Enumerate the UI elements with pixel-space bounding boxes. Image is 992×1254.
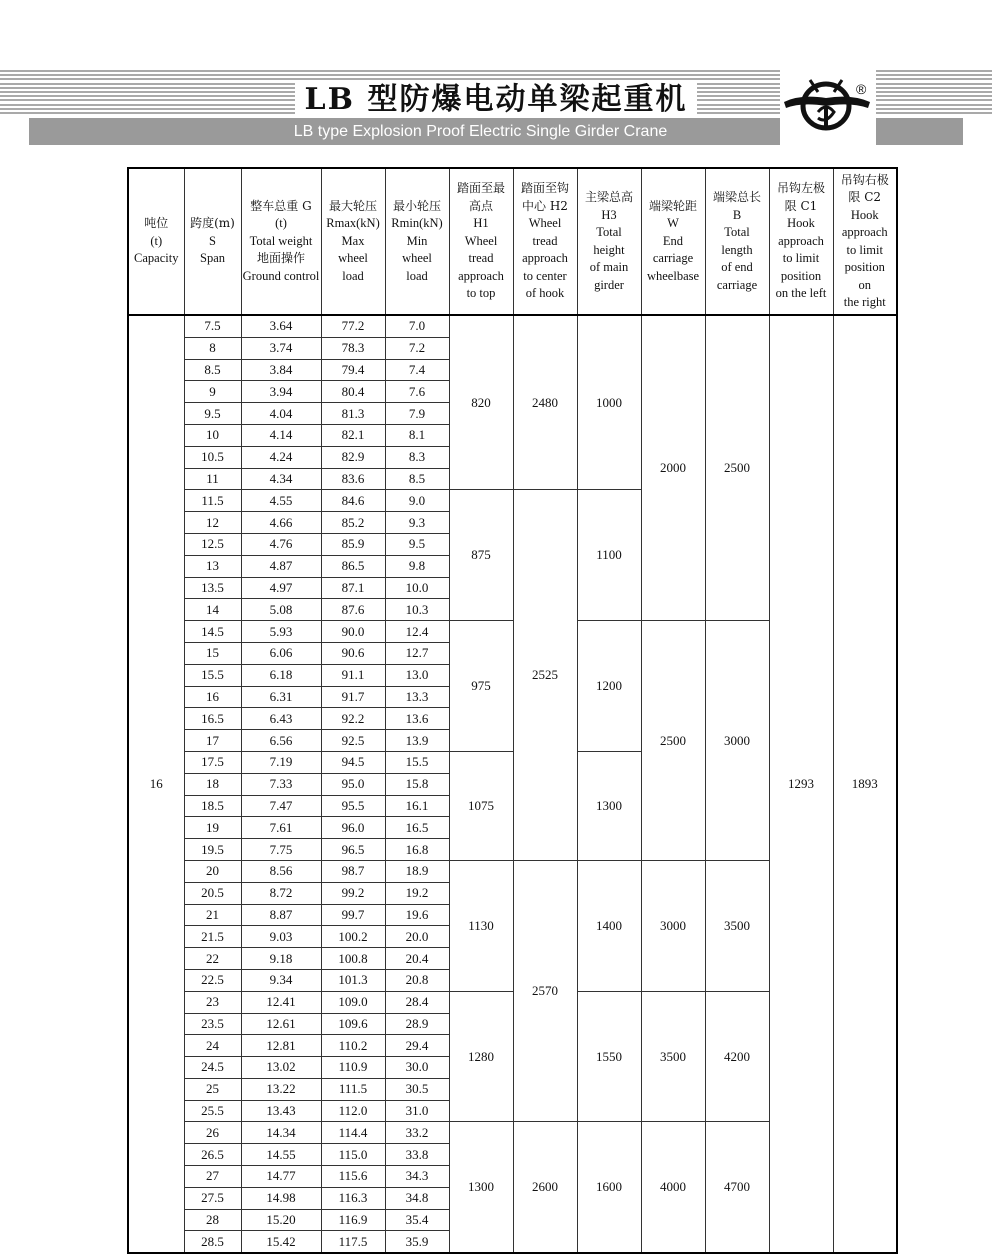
rmin-cell: 7.2 xyxy=(385,337,449,359)
column-header-line: wheel xyxy=(338,251,368,266)
span-cell: 17.5 xyxy=(184,751,241,773)
rmin-cell: 20.4 xyxy=(385,948,449,970)
w-cell: 3000 xyxy=(641,860,705,991)
rmin-cell: 19.6 xyxy=(385,904,449,926)
column-header xyxy=(128,168,184,315)
weight-cell: 4.34 xyxy=(241,468,321,490)
rmax-cell: 100.2 xyxy=(321,926,385,948)
weight-cell: 7.61 xyxy=(241,817,321,839)
weight-cell: 8.87 xyxy=(241,904,321,926)
weight-cell: 3.64 xyxy=(241,315,321,337)
rmin-cell: 9.8 xyxy=(385,555,449,577)
rmax-cell: 95.0 xyxy=(321,773,385,795)
span-cell: 8 xyxy=(184,337,241,359)
title-cn-text: LB 型防爆电动单梁起重机 xyxy=(295,82,698,117)
span-cell: 27 xyxy=(184,1166,241,1188)
span-cell: 10.5 xyxy=(184,446,241,468)
span-cell: 25.5 xyxy=(184,1100,241,1122)
column-header-line: 踏面至最 xyxy=(456,181,505,196)
h2-cell: 2480 xyxy=(513,315,577,490)
weight-cell: 8.56 xyxy=(241,860,321,882)
rmin-cell: 8.5 xyxy=(385,468,449,490)
h2-cell: 2525 xyxy=(513,490,577,861)
column-header-line: 吊钩右极 xyxy=(840,172,889,187)
column-header xyxy=(513,168,577,315)
rmax-cell: 86.5 xyxy=(321,555,385,577)
column-header-line: approach xyxy=(522,251,568,266)
column-header-line: Total xyxy=(724,225,750,239)
weight-cell: 13.22 xyxy=(241,1078,321,1100)
c1-cell: 1293 xyxy=(769,315,833,1253)
rmin-cell: 30.0 xyxy=(385,1057,449,1079)
column-header-line: position xyxy=(780,268,822,283)
column-header-line: (t) xyxy=(150,233,163,248)
rmax-cell: 96.0 xyxy=(321,817,385,839)
w-cell: 2000 xyxy=(641,315,705,621)
weight-cell: 13.02 xyxy=(241,1057,321,1079)
column-header-line: on xyxy=(858,277,871,292)
rmax-cell: 92.2 xyxy=(321,708,385,730)
rmax-cell: 109.6 xyxy=(321,1013,385,1035)
weight-cell: 8.72 xyxy=(241,882,321,904)
registered-mark: ® xyxy=(856,81,867,97)
rmin-cell: 7.6 xyxy=(385,381,449,403)
span-cell: 15.5 xyxy=(184,664,241,686)
rmax-cell: 117.5 xyxy=(321,1231,385,1253)
span-cell: 16.5 xyxy=(184,708,241,730)
h3-cell: 1000 xyxy=(577,315,641,490)
column-header-line: tread xyxy=(468,251,494,266)
column-header-line: tread xyxy=(532,233,558,248)
column-header-line: on the left xyxy=(775,286,827,301)
h1-cell: 1075 xyxy=(449,751,513,860)
column-header-line: of end xyxy=(721,260,753,274)
column-header-line: height xyxy=(593,242,625,257)
column-header-line: approach xyxy=(458,268,504,283)
column-header-line: Hook xyxy=(787,216,815,231)
rmax-cell: 85.9 xyxy=(321,533,385,555)
rmax-cell: 94.5 xyxy=(321,751,385,773)
rmin-cell: 9.3 xyxy=(385,512,449,534)
w-cell: 4000 xyxy=(641,1122,705,1253)
rmax-cell: 82.9 xyxy=(321,446,385,468)
b-cell: 3000 xyxy=(705,621,769,861)
column-header-line: Wheel xyxy=(464,233,498,248)
rmin-cell: 16.8 xyxy=(385,839,449,861)
h3-cell: 1400 xyxy=(577,860,641,991)
rmin-cell: 30.5 xyxy=(385,1078,449,1100)
weight-cell: 3.94 xyxy=(241,381,321,403)
rmax-cell: 81.3 xyxy=(321,403,385,425)
column-header-line: 高点 xyxy=(468,198,493,213)
logo-emblem-icon xyxy=(780,72,876,142)
rmin-cell: 13.3 xyxy=(385,686,449,708)
rmin-cell: 31.0 xyxy=(385,1100,449,1122)
rmax-cell: 99.7 xyxy=(321,904,385,926)
company-logo xyxy=(780,72,876,142)
weight-cell: 4.55 xyxy=(241,490,321,512)
weight-cell: 4.87 xyxy=(241,555,321,577)
rmax-cell: 110.9 xyxy=(321,1057,385,1079)
column-header xyxy=(184,168,241,315)
rmin-cell: 28.4 xyxy=(385,991,449,1013)
column-header-line: Min xyxy=(406,233,428,248)
rmin-cell: 35.4 xyxy=(385,1209,449,1231)
span-cell: 16 xyxy=(184,686,241,708)
h3-cell: 1200 xyxy=(577,621,641,752)
rmin-cell: 7.0 xyxy=(385,315,449,337)
h1-cell: 820 xyxy=(449,315,513,490)
column-header-line: 整车总重 G xyxy=(250,198,312,213)
span-cell: 19.5 xyxy=(184,839,241,861)
column-header-line: to limit xyxy=(846,242,883,257)
span-cell: 21 xyxy=(184,904,241,926)
column-header-line: 吨位 xyxy=(144,216,169,231)
span-cell: 18 xyxy=(184,773,241,795)
span-cell: 20.5 xyxy=(184,882,241,904)
rmin-cell: 13.0 xyxy=(385,664,449,686)
column-header-line: 吊钩左极 xyxy=(776,181,825,196)
rmax-cell: 111.5 xyxy=(321,1078,385,1100)
span-cell: 12 xyxy=(184,512,241,534)
page-title-en: LB type Explosion Proof Electric Single Girder Crane xyxy=(293,123,668,140)
rmax-cell: 92.5 xyxy=(321,730,385,752)
column-header-line: S xyxy=(209,233,216,248)
rmin-cell: 15.8 xyxy=(385,773,449,795)
span-cell: 27.5 xyxy=(184,1187,241,1209)
column-header-line: carriage xyxy=(716,277,758,292)
column-header-line: to limit xyxy=(782,251,820,266)
weight-cell: 4.04 xyxy=(241,403,321,425)
column-header-line: position xyxy=(844,260,885,274)
rmax-cell: 112.0 xyxy=(321,1100,385,1122)
spec-table xyxy=(127,167,898,1254)
span-cell: 7.5 xyxy=(184,315,241,337)
span-cell: 11.5 xyxy=(184,490,241,512)
weight-cell: 7.33 xyxy=(241,773,321,795)
b-cell: 2500 xyxy=(705,315,769,621)
rmax-cell: 99.2 xyxy=(321,882,385,904)
rmax-cell: 98.7 xyxy=(321,860,385,882)
rmin-cell: 15.5 xyxy=(385,751,449,773)
rmax-cell: 90.6 xyxy=(321,642,385,664)
span-cell: 19 xyxy=(184,817,241,839)
rmin-cell: 12.4 xyxy=(385,621,449,643)
column-header-line: of main xyxy=(589,260,629,274)
column-header xyxy=(705,168,769,315)
weight-cell: 4.76 xyxy=(241,533,321,555)
rmax-cell: 116.3 xyxy=(321,1187,385,1209)
weight-cell: 12.41 xyxy=(241,991,321,1013)
table-body xyxy=(128,315,897,1253)
h1-cell: 1130 xyxy=(449,860,513,991)
rmin-cell: 7.4 xyxy=(385,359,449,381)
weight-cell: 3.84 xyxy=(241,359,321,381)
column-header-line: Hook xyxy=(850,207,879,222)
span-cell: 9 xyxy=(184,381,241,403)
rmin-cell: 13.9 xyxy=(385,730,449,752)
weight-cell: 6.43 xyxy=(241,708,321,730)
weight-cell: 12.81 xyxy=(241,1035,321,1057)
rmax-cell: 79.4 xyxy=(321,359,385,381)
rmin-cell: 9.5 xyxy=(385,533,449,555)
weight-cell: 14.77 xyxy=(241,1166,321,1188)
rmax-cell: 109.0 xyxy=(321,991,385,1013)
column-header-line: wheelbase xyxy=(646,268,700,283)
rmax-cell: 95.5 xyxy=(321,795,385,817)
span-cell: 18.5 xyxy=(184,795,241,817)
column-header-line: 跨度(m) xyxy=(190,216,235,231)
h1-cell: 1300 xyxy=(449,1122,513,1253)
column-header-line: girder xyxy=(594,277,624,292)
span-cell: 12.5 xyxy=(184,533,241,555)
column-header xyxy=(769,168,833,315)
span-cell: 15 xyxy=(184,642,241,664)
weight-cell: 7.19 xyxy=(241,751,321,773)
column-header-line: the right xyxy=(843,295,886,309)
h3-cell: 1300 xyxy=(577,751,641,860)
column-header-line: H3 xyxy=(601,207,617,222)
column-header xyxy=(577,168,641,315)
rmax-cell: 84.6 xyxy=(321,490,385,512)
rmax-cell: 85.2 xyxy=(321,512,385,534)
b-cell: 4700 xyxy=(705,1122,769,1253)
span-cell: 22.5 xyxy=(184,969,241,991)
rmax-cell: 80.4 xyxy=(321,381,385,403)
column-header-line: 踏面至钩 xyxy=(520,181,569,196)
column-header-line: 端梁总长 xyxy=(712,190,761,204)
weight-cell: 4.97 xyxy=(241,577,321,599)
span-cell: 8.5 xyxy=(184,359,241,381)
rmin-cell: 8.1 xyxy=(385,424,449,446)
stripe-line xyxy=(876,70,992,72)
h3-cell: 1100 xyxy=(577,490,641,621)
rmax-cell: 91.1 xyxy=(321,664,385,686)
column-header-line: Rmax(kN) xyxy=(326,216,380,231)
column-header-line: H1 xyxy=(473,216,489,231)
column-header-line: W xyxy=(667,216,679,231)
span-cell: 23.5 xyxy=(184,1013,241,1035)
span-cell: 24.5 xyxy=(184,1057,241,1079)
column-header-line: 端梁轮距 xyxy=(648,198,697,213)
column-header-line: length xyxy=(721,242,753,257)
weight-cell: 9.18 xyxy=(241,948,321,970)
rmin-cell: 28.9 xyxy=(385,1013,449,1035)
rmin-cell: 16.1 xyxy=(385,795,449,817)
column-header-line: load xyxy=(342,268,364,283)
column-header-line: to top xyxy=(466,286,496,301)
rmin-cell: 8.3 xyxy=(385,446,449,468)
column-header-line: Total weight xyxy=(249,233,313,248)
rmin-cell: 33.8 xyxy=(385,1144,449,1166)
weight-cell: 5.93 xyxy=(241,621,321,643)
capacity-cell: 16 xyxy=(128,315,184,1253)
weight-cell: 4.14 xyxy=(241,424,321,446)
rmax-cell: 116.9 xyxy=(321,1209,385,1231)
w-cell: 3500 xyxy=(641,991,705,1122)
span-cell: 28 xyxy=(184,1209,241,1231)
h3-cell: 1600 xyxy=(577,1122,641,1253)
weight-cell: 7.47 xyxy=(241,795,321,817)
column-header-line: Max xyxy=(341,233,365,248)
column-header-line: Total xyxy=(596,225,622,239)
weight-cell: 12.61 xyxy=(241,1013,321,1035)
rmin-cell: 33.2 xyxy=(385,1122,449,1144)
rmin-cell: 9.0 xyxy=(385,490,449,512)
column-header xyxy=(385,168,449,315)
h2-cell: 2570 xyxy=(513,860,577,1122)
weight-cell: 5.08 xyxy=(241,599,321,621)
span-cell: 22 xyxy=(184,948,241,970)
column-header-line: Ground control xyxy=(242,268,320,283)
column-header-line: of hook xyxy=(525,286,565,301)
column-header-line: (t) xyxy=(275,216,287,231)
span-cell: 26.5 xyxy=(184,1144,241,1166)
table-header xyxy=(128,168,897,315)
span-cell: 24 xyxy=(184,1035,241,1057)
span-cell: 14.5 xyxy=(184,621,241,643)
h1-cell: 975 xyxy=(449,621,513,752)
w-cell: 2500 xyxy=(641,621,705,861)
rmax-cell: 114.4 xyxy=(321,1122,385,1144)
rmax-cell: 82.1 xyxy=(321,424,385,446)
column-header-line: approach xyxy=(778,233,824,248)
rmax-cell: 96.5 xyxy=(321,839,385,861)
rmin-cell: 29.4 xyxy=(385,1035,449,1057)
column-header-line: 地面操作 xyxy=(256,251,305,266)
rmin-cell: 20.8 xyxy=(385,969,449,991)
column-header-line: to center xyxy=(523,268,567,283)
column-header-line: B xyxy=(732,207,742,222)
column-header xyxy=(833,168,897,315)
weight-cell: 6.31 xyxy=(241,686,321,708)
rmax-cell: 110.2 xyxy=(321,1035,385,1057)
weight-cell: 14.55 xyxy=(241,1144,321,1166)
weight-cell: 6.18 xyxy=(241,664,321,686)
span-cell: 11 xyxy=(184,468,241,490)
weight-cell: 9.34 xyxy=(241,969,321,991)
h1-cell: 1280 xyxy=(449,991,513,1122)
column-header xyxy=(321,168,385,315)
span-cell: 13.5 xyxy=(184,577,241,599)
rmax-cell: 100.8 xyxy=(321,948,385,970)
span-cell: 21.5 xyxy=(184,926,241,948)
weight-cell: 6.56 xyxy=(241,730,321,752)
weight-cell: 3.74 xyxy=(241,337,321,359)
rmin-cell: 18.9 xyxy=(385,860,449,882)
rmax-cell: 90.0 xyxy=(321,621,385,643)
weight-cell: 14.98 xyxy=(241,1187,321,1209)
rmin-cell: 10.0 xyxy=(385,577,449,599)
column-header-line: load xyxy=(406,268,428,283)
column-header xyxy=(449,168,513,315)
rmin-cell: 20.0 xyxy=(385,926,449,948)
rmax-cell: 115.0 xyxy=(321,1144,385,1166)
column-header-line: 限 C1 xyxy=(784,198,818,213)
h1-cell: 875 xyxy=(449,490,513,621)
rmin-cell: 7.9 xyxy=(385,403,449,425)
weight-cell: 7.75 xyxy=(241,839,321,861)
b-cell: 3500 xyxy=(705,860,769,991)
rmax-cell: 87.6 xyxy=(321,599,385,621)
column-header-line: approach xyxy=(841,225,888,239)
rmax-cell: 101.3 xyxy=(321,969,385,991)
rmin-cell: 19.2 xyxy=(385,882,449,904)
weight-cell: 13.43 xyxy=(241,1100,321,1122)
rmin-cell: 12.7 xyxy=(385,642,449,664)
weight-cell: 4.24 xyxy=(241,446,321,468)
stripe-line xyxy=(0,70,780,72)
rmax-cell: 83.6 xyxy=(321,468,385,490)
span-cell: 17 xyxy=(184,730,241,752)
column-header-line: 主梁总高 xyxy=(584,190,633,204)
rmax-cell: 87.1 xyxy=(321,577,385,599)
column-header xyxy=(641,168,705,315)
weight-cell: 4.66 xyxy=(241,512,321,534)
weight-cell: 15.42 xyxy=(241,1231,321,1253)
rmin-cell: 16.5 xyxy=(385,817,449,839)
b-cell: 4200 xyxy=(705,991,769,1122)
column-header-line: 中心 H2 xyxy=(522,198,568,213)
column-header-line: wheel xyxy=(402,251,432,266)
column-header-line: Capacity xyxy=(134,251,179,266)
h2-cell: 2600 xyxy=(513,1122,577,1253)
column-header xyxy=(241,168,321,315)
table-row xyxy=(128,315,897,337)
column-header-line: 最大轮压 xyxy=(328,198,377,213)
column-header-line: 最小轮压 xyxy=(392,198,441,213)
span-cell: 14 xyxy=(184,599,241,621)
weight-cell: 9.03 xyxy=(241,926,321,948)
h3-cell: 1550 xyxy=(577,991,641,1122)
c2-cell: 1893 xyxy=(833,315,897,1253)
rmax-cell: 78.3 xyxy=(321,337,385,359)
column-header-line: Rmin(kN) xyxy=(391,216,443,231)
rmin-cell: 10.3 xyxy=(385,599,449,621)
span-cell: 28.5 xyxy=(184,1231,241,1253)
span-cell: 13 xyxy=(184,555,241,577)
weight-cell: 6.06 xyxy=(241,642,321,664)
span-cell: 20 xyxy=(184,860,241,882)
span-cell: 9.5 xyxy=(184,403,241,425)
rmax-cell: 115.6 xyxy=(321,1166,385,1188)
column-header-line: Wheel xyxy=(528,216,562,231)
span-cell: 26 xyxy=(184,1122,241,1144)
span-cell: 23 xyxy=(184,991,241,1013)
rmin-cell: 34.3 xyxy=(385,1166,449,1188)
rmin-cell: 35.9 xyxy=(385,1231,449,1253)
column-header-line: 限 C2 xyxy=(848,190,882,204)
rmax-cell: 77.2 xyxy=(321,315,385,337)
rmin-cell: 13.6 xyxy=(385,708,449,730)
column-header-line: Span xyxy=(200,251,225,266)
span-cell: 25 xyxy=(184,1078,241,1100)
weight-cell: 14.34 xyxy=(241,1122,321,1144)
rmax-cell: 91.7 xyxy=(321,686,385,708)
rmin-cell: 34.8 xyxy=(385,1187,449,1209)
weight-cell: 15.20 xyxy=(241,1209,321,1231)
column-header-line: carriage xyxy=(652,251,694,266)
column-header-line: End xyxy=(662,233,684,248)
span-cell: 10 xyxy=(184,424,241,446)
